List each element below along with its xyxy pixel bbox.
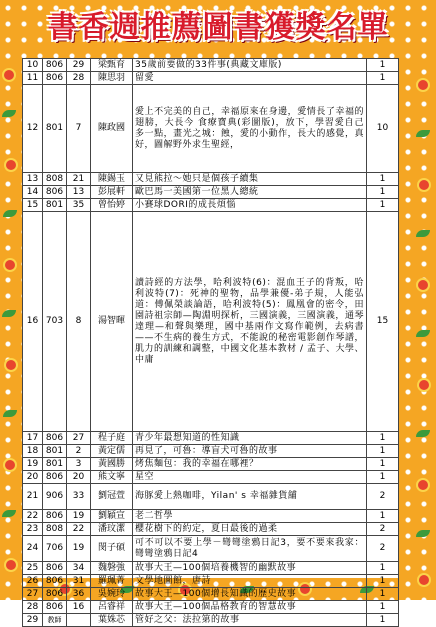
seat-number-cell: 2: [67, 445, 91, 458]
row-number: 21: [23, 484, 43, 510]
table-row: [23, 510, 399, 523]
count-cell: 1: [367, 458, 399, 471]
class-cell: 906: [43, 484, 67, 510]
name-cell: 程子庭: [91, 432, 133, 445]
count-cell: 1: [367, 575, 399, 588]
seat-number-cell: 20: [67, 471, 91, 484]
row-number: 28: [23, 601, 43, 614]
name-cell: 呂睿祥: [91, 601, 133, 614]
table-row: [23, 536, 399, 562]
row-number: 29: [23, 614, 43, 627]
count-cell: 10: [367, 85, 399, 173]
count-cell: 1: [367, 186, 399, 199]
book-title-cell: 海豚愛上熱咖啡，Yilan' s 幸福雜貨舖: [133, 484, 367, 510]
table-row: [23, 173, 399, 186]
flower-icon: [5, 260, 15, 270]
seat-number-cell: 31: [67, 575, 91, 588]
seat-number-cell: 36: [67, 588, 91, 601]
name-cell: 閔子碩: [91, 536, 133, 562]
count-cell: 15: [367, 212, 399, 432]
class-cell: 806: [43, 588, 67, 601]
class-cell: 806: [43, 510, 67, 523]
class-cell: 806: [43, 471, 67, 484]
row-number: 27: [23, 588, 43, 601]
row-number: 26: [23, 575, 43, 588]
name-cell: 陳錫玉: [91, 173, 133, 186]
seat-number-cell: [67, 614, 91, 627]
count-cell: 1: [367, 562, 399, 575]
class-cell: 808: [43, 173, 67, 186]
row-number: 23: [23, 523, 43, 536]
name-cell: 葉姝芯: [91, 614, 133, 627]
class-cell: 806: [43, 575, 67, 588]
table-row: [23, 562, 399, 575]
table-row: [23, 432, 399, 445]
book-title-cell: 再見了，可魯：導盲犬可魯的故事: [133, 445, 367, 458]
table-row: [23, 59, 399, 72]
table-row: [23, 445, 399, 458]
count-cell: 1: [367, 72, 399, 85]
flower-icon: [418, 80, 428, 90]
row-number: 19: [23, 458, 43, 471]
award-table: [22, 58, 399, 627]
class-cell: 801: [43, 458, 67, 471]
table-row: [23, 471, 399, 484]
seat-number-cell: 19: [67, 536, 91, 562]
row-number: 22: [23, 510, 43, 523]
flower-icon: [419, 575, 429, 585]
book-title-cell: 文學地圖館，唐詩: [133, 575, 367, 588]
name-cell: 陳思羽: [91, 72, 133, 85]
row-number: 17: [23, 432, 43, 445]
book-title-cell: 櫻花樹下的約定，夏日最後的過柔: [133, 523, 367, 536]
count-cell: 1: [367, 432, 399, 445]
table-row: [23, 212, 399, 432]
seat-number-cell: 19: [67, 510, 91, 523]
count-cell: 1: [367, 59, 399, 72]
count-cell: 1: [367, 588, 399, 601]
row-number: 12: [23, 85, 43, 173]
table-row: [23, 614, 399, 627]
table-row: [23, 85, 399, 173]
book-title-cell: 又見熊拉～她只是個孩子續集: [133, 173, 367, 186]
name-cell: 曾怡婷: [91, 199, 133, 212]
award-table-panel: [22, 58, 398, 625]
row-number: 15: [23, 199, 43, 212]
name-cell: 羅珮菁: [91, 575, 133, 588]
flower-icon: [418, 280, 428, 290]
seat-number-cell: 22: [67, 523, 91, 536]
name-cell: 劉冠萱: [91, 484, 133, 510]
flower-icon: [6, 360, 16, 370]
count-cell: 1: [367, 445, 399, 458]
name-cell: 陳政國: [91, 85, 133, 173]
book-title-cell: 老二哲學: [133, 510, 367, 523]
name-cell: 黃定儒: [91, 445, 133, 458]
count-cell: 1: [367, 614, 399, 627]
class-cell: 806: [43, 186, 67, 199]
table-row: [23, 199, 399, 212]
flower-icon: [5, 460, 15, 470]
seat-number-cell: 28: [67, 72, 91, 85]
award-table-body: [23, 59, 399, 627]
table-row: [23, 588, 399, 601]
name-cell: 潘玟潔: [91, 523, 133, 536]
book-title-cell: 故事大王—100個培養機智的幽默故事: [133, 562, 367, 575]
count-cell: 1: [367, 510, 399, 523]
row-number: 20: [23, 471, 43, 484]
flower-icon: [419, 380, 429, 390]
table-row: [23, 484, 399, 510]
book-title-cell: 故事大王—100個品格教育的智慧故事: [133, 601, 367, 614]
table-row: [23, 601, 399, 614]
table-row: [23, 458, 399, 471]
class-cell: 806: [43, 562, 67, 575]
book-title-cell: 留愛: [133, 72, 367, 85]
seat-number-cell: 8: [67, 212, 91, 432]
seat-number-cell: 29: [67, 59, 91, 72]
book-title-cell: 讀詩經的方法學，哈利波特(6)：混血王子的背叛，哈利波特(7)：死神的聖物，品學兼優-弟子規，人能弘道：傅佩榮談論語，哈利波特(5)：鳳凰會的密令，田園詩祖宗師—陶淵明探析，三國演義，三國演義，通琴達理—和聲與樂理，國中基兩作文寫作範例，去病書——不生病的養生方式，不能說的秘密電影創作琴譜，肌力的訓練和調整，中國文化基本教材 / 孟子、大學、中庸: [133, 212, 367, 432]
book-title-cell: 愛上不完美的自己，幸福原來在身邊，愛情長了幸福的翅膀，大長今 食療寶典(彩圖版)，放下，學習愛自己多一點，畫光之城：蝕，愛的小動作，長大的感覺，真好，圖解野外求生聖經，: [133, 85, 367, 173]
row-number: 25: [23, 562, 43, 575]
row-number: 10: [23, 59, 43, 72]
count-cell: 1: [367, 199, 399, 212]
table-row: [23, 72, 399, 85]
seat-number-cell: 35: [67, 199, 91, 212]
name-cell: 黃國勝: [91, 458, 133, 471]
flower-icon: [6, 160, 16, 170]
count-cell: 1: [367, 173, 399, 186]
book-title-cell: 小賽球DORI的成長煩惱: [133, 199, 367, 212]
book-title-cell: 故事大王—100個增長知識的歷史故事: [133, 588, 367, 601]
class-cell: 806: [43, 72, 67, 85]
seat-number-cell: 3: [67, 458, 91, 471]
class-cell: 808: [43, 523, 67, 536]
seat-number-cell: 13: [67, 186, 91, 199]
class-cell: 706: [43, 536, 67, 562]
page-title: 書香週推薦圖書獲獎名單: [47, 10, 389, 45]
count-cell: 1: [367, 601, 399, 614]
row-number: 11: [23, 72, 43, 85]
book-title-cell: 可不可以不要上學－彎彎塗鴉日記3，要不要來我家：彎彎塗鴉日記4: [133, 536, 367, 562]
book-title-cell: 青少年最想知道的性知識: [133, 432, 367, 445]
table-row: [23, 523, 399, 536]
row-number: 14: [23, 186, 43, 199]
book-title-cell: 歐巴馬一美國第一位黑人總統: [133, 186, 367, 199]
name-cell: 劉穎宣: [91, 510, 133, 523]
book-title-cell: 星空: [133, 471, 367, 484]
table-row: [23, 575, 399, 588]
class-cell: 806: [43, 59, 67, 72]
row-number: 24: [23, 536, 43, 562]
row-number: 16: [23, 212, 43, 432]
class-cell: 801: [43, 85, 67, 173]
seat-number-cell: 21: [67, 173, 91, 186]
count-cell: 1: [367, 471, 399, 484]
count-cell: 2: [367, 523, 399, 536]
book-title-cell: 管好之父：法拉第的故事: [133, 614, 367, 627]
table-row: [23, 186, 399, 199]
class-cell: 703: [43, 212, 67, 432]
name-cell: 湯智暉: [91, 212, 133, 432]
book-title-cell: 烤焦麵包：我的幸福在哪裡？: [133, 458, 367, 471]
name-cell: 熊文寧: [91, 471, 133, 484]
name-cell: 吳婉玲: [91, 588, 133, 601]
class-cell: 教師: [43, 614, 67, 627]
class-cell: 801: [43, 199, 67, 212]
flower-icon: [4, 70, 14, 80]
seat-number-cell: 16: [67, 601, 91, 614]
row-number: 18: [23, 445, 43, 458]
seat-number-cell: 7: [67, 85, 91, 173]
name-cell: 魏磐強: [91, 562, 133, 575]
flower-icon: [419, 180, 429, 190]
seat-number-cell: 34: [67, 562, 91, 575]
class-cell: 806: [43, 432, 67, 445]
book-title-cell: 35歲前要做的33件事(典藏文庫版): [133, 59, 367, 72]
count-cell: 2: [367, 536, 399, 562]
flower-icon: [418, 480, 428, 490]
row-number: 13: [23, 173, 43, 186]
class-cell: 806: [43, 601, 67, 614]
flower-icon: [6, 560, 16, 570]
count-cell: 2: [367, 484, 399, 510]
seat-number-cell: 27: [67, 432, 91, 445]
name-cell: 梁甄育: [91, 59, 133, 72]
name-cell: 彭展軒: [91, 186, 133, 199]
class-cell: 801: [43, 445, 67, 458]
seat-number-cell: 33: [67, 484, 91, 510]
